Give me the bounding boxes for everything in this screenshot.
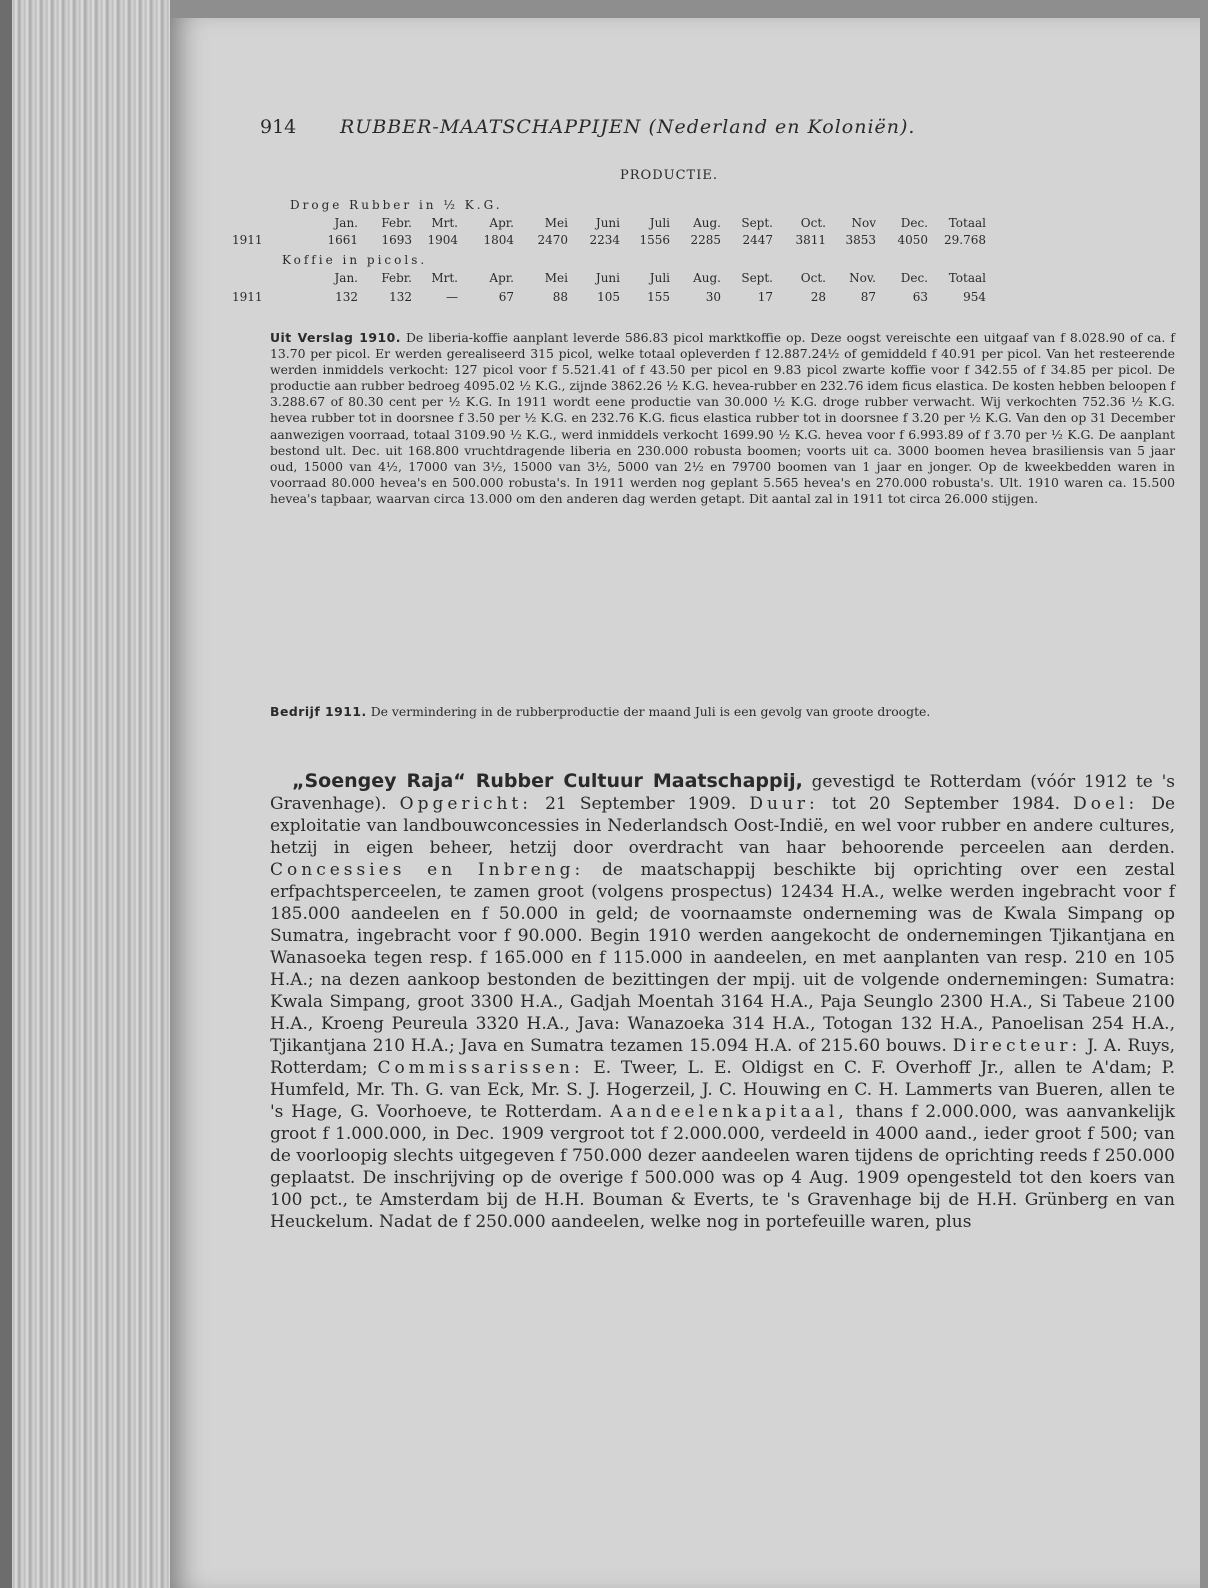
company-entry [270, 770, 1175, 1233]
coffee-value-6: 155 [647, 290, 670, 304]
rubber-value-8: 2447 [742, 233, 773, 247]
rubber-month-5: Juni [595, 216, 620, 230]
rubber-month-0: Jan. [334, 216, 358, 230]
commissioners-text: E. Tweer, L. E. Oldigst en C. F. Overhoff Jr., allen te A'dam; P. Humfeld, Mr. Th. G. van Eck, Mr. S. J. Hogerzeil, J. C. Houwing en C. H. Lammerts van Bueren, allen te 's Hage, G. Voorhoeve, te Rotterdam. [270, 1058, 1176, 1122]
rubber-value-7: 2285 [690, 233, 721, 247]
uit-verslag-text: De liberia-koffie aanplant leverde 586.83 picol marktkoffie op. Deze oogst vereischte een uitgaaf van f 8.028.90 of ca. f 13.70 per picol. Er werden gerealiseerd 315 picol, welke totaal opleverden f 12.887.24½ of gemiddeld f 40.91 per picol. Van het resteerende werden inmiddels verkocht: 127 picol voor f 5.521.41 of f 43.50 per picol en 9.83 picol zwarte koffie voor f 342.55 of f 34.85 per picol. De productie aan rubber bedroeg 4095.02 ½ K.G., zijnde 3862.26 ½ K.G. hevea-rubber en 232.76 idem ficus elastica. De kosten hebben beloopen f 3.288.67 of 80.30 cent per ½ K.G. In 1911 wordt eene productie van 30.000 ½ K.G. droge rubber verwacht. Wij verkochten 752.36 ½ K.G. hevea rubber tot in doorsnee f 3.50 per ½ K.G. en 232.76 K.G. ficus elastica rubber tot in doorsnee f 3.20 per ½ K.G. Van den op 31 December aanwezigen voorraad, totaal 3109.90 ½ K.G., werd inmiddels verkocht 1699.90 ½ K.G. hevea voor f 6.993.89 of f 3.70 per ½ K.G. De aanplant bestond ult. Dec. uit 168.800 vruchtdragende liberia en 230.000 robusta boomen; voorts uit ca. 3000 boomen hevea brasiliensis van 5 jaar oud, 15000 van 4½, 17000 van 3½, 15000 van 3½, 5000 van 2½ en 79700 boomen van 1 jaar en jonger. Op de kweekbedden waren in voorraad 80.000 hevea's en 500.000 robusta's. In 1911 werden nog geplant 5.565 hevea's en 270.000 robusta's. Ult. 1910 waren ca. 15.500 hevea's tapbaar, waarvan circa 13.000 om den anderen dag werden getapt. Dit aantal zal in 1911 tot circa 26.000 stijgen. [270, 330, 1175, 506]
book-spine-edge [0, 0, 170, 1588]
coffee-month-11: Dec. [900, 271, 928, 285]
founded-text: 21 September 1909. [545, 794, 737, 814]
coffee-month-12: Totaal [948, 271, 986, 285]
rubber-month-10: Nov [851, 216, 876, 230]
rubber-month-3: Apr. [489, 216, 514, 230]
book-page [170, 18, 1200, 1588]
company-location: gevestigd te Rotterdam (vóór 1912 te 's Gravenhage). [270, 772, 1176, 814]
rubber-label-row [170, 198, 1170, 214]
rubber-month-7: Aug. [693, 216, 721, 230]
coffee-values-row [170, 290, 1170, 306]
coffee-label-row [170, 253, 1170, 269]
coffee-value-8: 17 [757, 290, 773, 304]
coffee-value-12: 954 [963, 290, 986, 304]
rubber-value-5: 2234 [589, 233, 620, 247]
rubber-value-year: 1911 [232, 233, 263, 247]
label-commissarissen: Commissarissen: [377, 1058, 584, 1078]
coffee-months-row [170, 271, 1170, 287]
label-directeur: Directeur: [952, 1036, 1082, 1056]
rubber-value-3: 1804 [483, 233, 514, 247]
rubber-month-9: Oct. [800, 216, 826, 230]
coffee-month-6: Juli [649, 271, 670, 285]
coffee-value-7: 30 [705, 290, 721, 304]
label-opgericht: Opgericht: [399, 794, 532, 814]
coffee-value-5: 105 [597, 290, 620, 304]
rubber-value-12: 29.768 [944, 233, 986, 247]
coffee-value-1: 132 [389, 290, 412, 304]
label-doel: Doel: [1073, 794, 1139, 814]
bedrijf-text: De vermindering in de rubberproductie der maand Juli is een gevolg van groote droogte. [370, 704, 931, 719]
spine-shadow [0, 0, 12, 1588]
coffee-month-5: Juni [595, 271, 620, 285]
capital-text: thans f 2.000.000, was aanvankelijk groot f 1.000.000, in Dec. 1909 vergroot tot f 2.000.000, verdeeld in 4000 aand., ieder groot f 500; van de voorloopig slechts uitgegeven f 750.000 dezer aandeelen waren tijdens de oprichting reeds f 250.000 geplaatst. De inschrijving op de overige f 500.000 was op 4 Aug. 1909 opengesteld tot den koers van 100 pct., te Amsterdam bij de H.H. Bouman & Everts, te 's Gravenhage bij de H.H. Grünberg en van Heuckelum. Nadat de f 250.000 aandeelen, welke nog in portefeuille waren, plus [270, 1102, 1176, 1232]
coffee-month-10: Nov. [849, 271, 876, 285]
label-duur: Duur: [749, 794, 819, 814]
rubber-value-0: 1661 [327, 233, 358, 247]
coffee-value-2: — [446, 290, 458, 304]
production-heading: PRODUCTIE. [620, 168, 718, 183]
label-kapitaal: Aandeelenkapitaal, [610, 1102, 848, 1122]
director-text: J. A. Ruys, Rotterdam; [270, 1036, 1176, 1078]
rubber-value-6: 1556 [639, 233, 670, 247]
coffee-month-1: Febr. [381, 271, 412, 285]
rubber-value-4: 2470 [537, 233, 568, 247]
rubber-month-1: Febr. [381, 216, 412, 230]
running-head [260, 116, 915, 138]
rubber-label: Droge Rubber in ½ K.G. [290, 198, 503, 212]
coffee-value-10: 87 [860, 290, 876, 304]
coffee-value-3: 67 [498, 290, 514, 304]
rubber-month-4: Mei [544, 216, 568, 230]
coffee-month-3: Apr. [489, 271, 514, 285]
rubber-value-9: 3811 [795, 233, 826, 247]
rubber-month-2: Mrt. [431, 216, 458, 230]
page-number: 914 [260, 116, 297, 138]
rubber-month-6: Juli [649, 216, 670, 230]
coffee-month-8: Sept. [741, 271, 773, 285]
bedrijf-paragraph [270, 704, 1175, 720]
coffee-value-0: 132 [335, 290, 358, 304]
rubber-value-10: 3853 [845, 233, 876, 247]
coffee-label: Koffie in picols. [282, 253, 428, 267]
coffee-month-9: Oct. [800, 271, 826, 285]
coffee-month-7: Aug. [693, 271, 721, 285]
rubber-value-2: 1904 [427, 233, 458, 247]
coffee-month-2: Mrt. [431, 271, 458, 285]
coffee-month-0: Jan. [334, 271, 358, 285]
coffee-value-11: 63 [912, 290, 928, 304]
bedrijf-heading: Bedrijf 1911. [270, 704, 367, 719]
coffee-value-year: 1911 [232, 290, 263, 304]
rubber-month-11: Dec. [900, 216, 928, 230]
coffee-value-4: 88 [552, 290, 568, 304]
rubber-month-8: Sept. [741, 216, 773, 230]
rubber-value-1: 1693 [381, 233, 412, 247]
duration-text: tot 20 September 1984. [831, 794, 1061, 814]
rubber-months-row [170, 216, 1170, 232]
label-concessies: Concessies en Inbreng: [270, 860, 585, 880]
uit-verslag-paragraph [270, 330, 1175, 507]
coffee-value-9: 28 [810, 290, 826, 304]
company-name: „Soengey Raja“ Rubber Cultuur Maatschappij, [292, 770, 803, 792]
rubber-month-12: Totaal [948, 216, 986, 230]
uit-verslag-heading: Uit Verslag 1910. [270, 330, 401, 345]
running-title: RUBBER-MAATSCHAPPIJEN (Nederland en Koloniën). [340, 116, 916, 138]
rubber-value-11: 4050 [897, 233, 928, 247]
concessions-text: de maatschappij beschikte bij oprichting over een zestal erfpachtsperceelen, te zamen groot (volgens prospectus) 12434 H.A., welke werden ingebracht voor f 185.000 aandeelen en f 50.000 in geld; de voornaamste onderneming was de Kwala Simpang op Sumatra, ingebracht voor f 90.000. Begin 1910 werden aangekocht de ondernemingen Tjikantjana en Wanasoeka tegen resp. f 165.000 en f 115.000 in aandeelen, en met aanplanten van resp. 210 en 105 H.A.; na dezen aankoop bestonden de bezittingen der mpij. uit de volgende ondernemingen: Sumatra: Kwala Simpang, groot 3300 H.A., Gadjah Moentah 3164 H.A., Paja Seunglo 2300 H.A., Si Tabeue 2100 H.A., Kroeng Peureula 3320 H.A., Java: Wanazoeka 314 H.A., Totogan 132 H.A., Panoelisan 254 H.A., Tjikantjana 210 H.A.; Java en Sumatra tezamen 15.094 H.A. of 215.60 bouws. [270, 860, 1175, 1056]
coffee-month-4: Mei [544, 271, 568, 285]
rubber-values-row [170, 233, 1170, 249]
purpose-text: De exploitatie van landbouwconcessies in Nederlandsch Oost-Indië, en wel voor rubber en andere cultures, hetzij in eigen beheer, hetzij door overdracht van haar behoorende perceelen aan derden. [270, 794, 1176, 858]
